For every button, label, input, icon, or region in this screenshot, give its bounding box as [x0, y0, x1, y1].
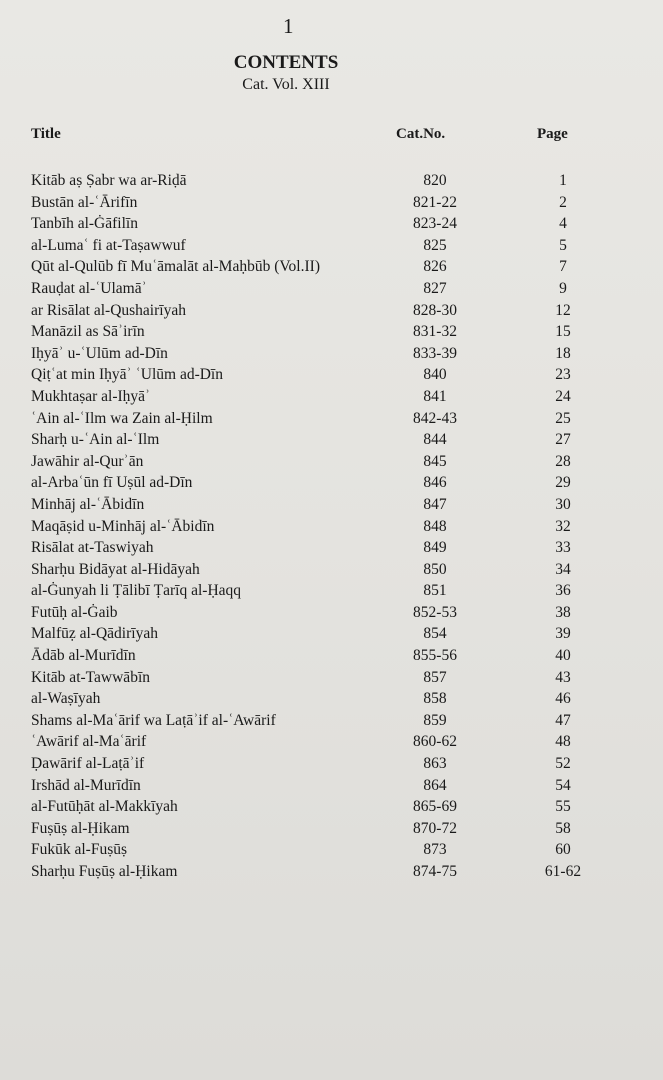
column-header-title: Title	[31, 126, 61, 142]
entry-cat-no: 845	[423, 452, 447, 470]
entry-cat-no: 855-56	[413, 647, 457, 665]
entry-title: Manāzil as Sāʾirīn	[31, 323, 145, 341]
entry-cat-no: 870-72	[413, 819, 457, 837]
entry-title: al-Ġunyah li Ṭālibī Ṭarīq al-Ḥaqq	[31, 582, 242, 600]
entry-cat-no: 854	[423, 625, 447, 643]
entry-title: Sharḥu Bidāyat al-Hidāyah	[31, 560, 200, 578]
entry-cat-no: 827	[423, 279, 447, 297]
entry-title: al-Arbaʿūn fī Uṣūl ad-Dīn	[31, 474, 193, 492]
entry-page: 4	[559, 215, 567, 233]
entry-title: Kitāb at-Tawwābīn	[31, 668, 150, 686]
entry-cat-no: 820	[423, 172, 447, 189]
table-row	[0, 602, 663, 624]
entry-cat-no: 860-62	[413, 733, 457, 751]
entry-cat-no: 849	[423, 539, 447, 557]
entry-title: Fukūk al-Fuṣūṣ	[31, 841, 128, 859]
table-row	[0, 364, 663, 386]
entry-page: 54	[555, 776, 571, 794]
page-number: 1	[283, 14, 294, 38]
table-row	[0, 667, 663, 689]
contents-list	[0, 170, 663, 883]
entry-page: 23	[555, 366, 571, 384]
entry-title: Qiṭʿat min Iḥyāʾ ʿUlūm ad-Dīn	[31, 366, 223, 384]
entry-page: 32	[555, 517, 571, 535]
entry-title: ar Risālat al-Qushairīyah	[31, 301, 186, 319]
entry-page: 61-62	[544, 863, 582, 880]
entry-page: 43	[555, 668, 571, 686]
entry-cat-no: 859	[423, 711, 447, 729]
table-row	[0, 559, 663, 581]
entry-page: 58	[555, 819, 571, 837]
entry-title: Sharḥ u-ʿAin al-ʿIlm	[31, 431, 160, 449]
entry-cat-no: 844	[423, 431, 447, 449]
entry-title: ʿAwārif al-Maʿārif	[31, 733, 147, 751]
table-row	[0, 731, 663, 753]
entry-title: al-Waṣīyah	[31, 690, 101, 708]
entry-title: Bustān al-ʿĀrifīn	[31, 193, 138, 211]
entry-cat-no: 847	[423, 495, 447, 513]
table-row	[0, 753, 663, 775]
entry-page: 28	[555, 452, 571, 470]
table-row	[0, 235, 663, 257]
entry-title: Iḥyāʾ u-ʿUlūm ad-Dīn	[31, 344, 168, 362]
entry-page: 30	[555, 495, 571, 513]
entry-page: 47	[555, 711, 571, 729]
table-row	[0, 321, 663, 343]
table-row	[0, 451, 663, 473]
entry-page: 5	[559, 236, 567, 254]
table-row	[0, 472, 663, 494]
entry-page: 46	[555, 690, 571, 708]
entry-page: 40	[555, 647, 571, 665]
entry-title: Rauḍat al-ʿUlamāʾ	[31, 279, 147, 297]
entry-title: Ādāb al-Murīdīn	[31, 647, 136, 665]
table-row	[0, 645, 663, 667]
entry-title: al-Lumaʿ fi at-Taṣawwuf	[31, 236, 186, 254]
entry-cat-no: 873	[423, 841, 447, 859]
entry-cat-no: 851	[423, 582, 447, 600]
contents-heading: CONTENTS	[233, 52, 339, 73]
entry-cat-no: 842-43	[413, 409, 457, 427]
table-row	[0, 343, 663, 365]
entry-cat-no: 840	[423, 366, 447, 384]
entry-title: Tanbīh al-Ġāfilīn	[31, 215, 138, 233]
entry-title: Futūḥ al-Ġaib	[31, 603, 118, 621]
entry-cat-no: 823-24	[413, 215, 457, 233]
column-header-page: Page	[537, 126, 568, 142]
table-row	[0, 386, 663, 408]
table-row	[0, 537, 663, 559]
entry-title: Maqāṣid u-Minhāj al-ʿĀbidīn	[31, 517, 215, 535]
entry-page: 29	[555, 474, 571, 492]
entry-cat-no: 828-30	[413, 301, 457, 319]
entry-page: 39	[555, 625, 571, 643]
entry-title: Kitāb aṣ Ṣabr wa ar-Riḍā	[31, 172, 187, 189]
table-row	[0, 818, 663, 840]
entry-page: 7	[559, 258, 567, 276]
entry-cat-no: 831-32	[413, 323, 457, 341]
entry-page: 52	[555, 755, 571, 773]
entry-page: 1	[559, 172, 567, 189]
entry-cat-no: 874-75	[413, 863, 457, 880]
table-row	[0, 623, 663, 645]
table-row	[0, 580, 663, 602]
entry-title: Minhāj al-ʿĀbidīn	[31, 495, 145, 513]
entry-cat-no: 852-53	[413, 603, 457, 621]
entry-cat-no: 821-22	[413, 193, 457, 211]
entry-cat-no: 850	[423, 560, 447, 578]
entry-title: Mukhtaṣar al-Iḥyāʾ	[31, 387, 151, 405]
table-row	[0, 861, 663, 883]
table-row	[0, 710, 663, 732]
table-row	[0, 256, 663, 278]
entry-cat-no: 841	[423, 387, 447, 405]
table-row	[0, 170, 663, 192]
table-row	[0, 192, 663, 214]
entry-page: 34	[555, 560, 571, 578]
table-row	[0, 688, 663, 710]
table-row	[0, 516, 663, 538]
entry-title: Fuṣūṣ al-Ḥikam	[31, 819, 130, 837]
entry-page: 36	[555, 582, 571, 600]
entry-page: 48	[555, 733, 571, 751]
entry-cat-no: 858	[423, 690, 447, 708]
entry-title: Shams al-Maʿārif wa Laṭāʾif al-ʿAwārif	[31, 711, 276, 729]
entry-title: Risālat at-Taswiyah	[31, 539, 154, 557]
entry-title: Qūt al-Qulūb fī Muʿāmalāt al-Maḥbūb (Vol.II)	[31, 258, 320, 276]
entry-cat-no: 833-39	[413, 344, 457, 362]
entry-title: ʿAin al-ʿIlm wa Zain al-Ḥilm	[31, 409, 213, 427]
table-row	[0, 494, 663, 516]
entry-cat-no: 857	[423, 668, 447, 686]
table-row	[0, 429, 663, 451]
table-row	[0, 300, 663, 322]
entry-cat-no: 848	[423, 517, 447, 535]
entry-cat-no: 826	[423, 258, 447, 276]
entry-page: 25	[555, 409, 571, 427]
entry-title: Sharḥu Fuṣūṣ al-Ḥikam	[31, 863, 178, 880]
entry-page: 60	[555, 841, 571, 859]
entry-page: 24	[555, 387, 571, 405]
entry-title: Ḍawārif al-Laṭāʾif	[31, 755, 145, 773]
table-row	[0, 839, 663, 861]
entry-page: 33	[555, 539, 571, 557]
table-row	[0, 796, 663, 818]
entry-title: Irshād al-Murīdīn	[31, 776, 141, 794]
entry-page: 55	[555, 798, 571, 816]
entry-cat-no: 863	[423, 755, 447, 773]
entry-cat-no: 825	[423, 236, 447, 254]
entry-page: 12	[555, 301, 571, 319]
entry-page: 18	[555, 344, 571, 362]
entry-title: Malfūẓ al-Qādirīyah	[31, 625, 158, 643]
table-row	[0, 278, 663, 300]
entry-page: 15	[555, 323, 571, 341]
entry-page: 9	[559, 279, 567, 297]
entry-cat-no: 865-69	[413, 798, 457, 816]
catalogue-volume: Cat. Vol. XIII	[242, 76, 330, 93]
entry-page: 2	[559, 193, 567, 211]
entry-title: al-Futūḥāt al-Makkīyah	[31, 798, 178, 816]
column-header-cat-no: Cat.No.	[396, 126, 446, 142]
entry-page: 38	[555, 603, 571, 621]
table-row	[0, 775, 663, 797]
entry-cat-no: 864	[423, 776, 447, 794]
entry-page: 27	[555, 431, 571, 449]
entry-cat-no: 846	[423, 474, 447, 492]
table-row	[0, 213, 663, 235]
entry-title: Jawāhir al-Qurʾān	[31, 452, 144, 470]
table-row	[0, 408, 663, 430]
